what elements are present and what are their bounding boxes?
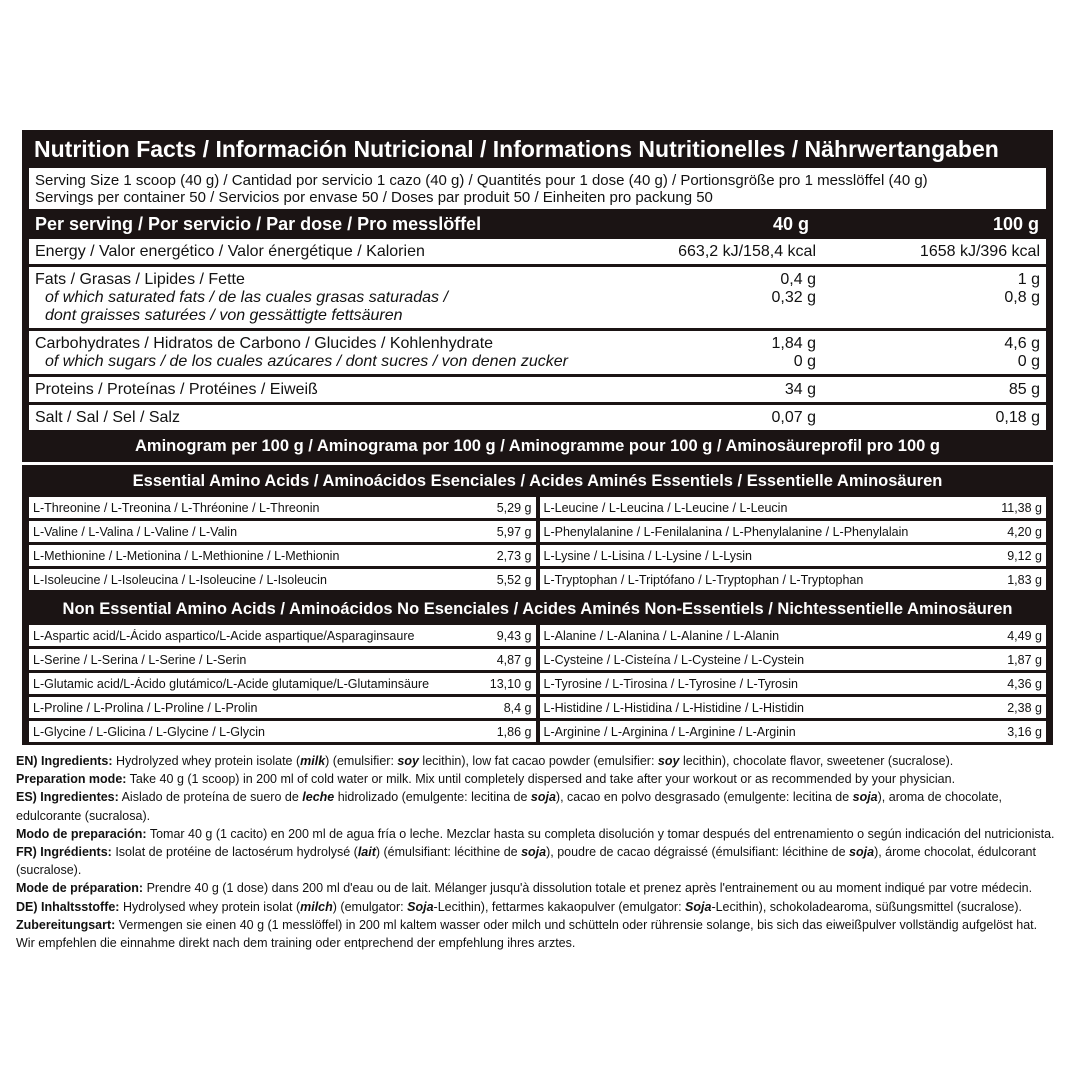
allergen: leche	[302, 790, 335, 805]
nutrient-value-40g: 1,84 g	[771, 335, 816, 352]
preparation-text: Tomar 40 g (1 cacito) en 200 ml de agua fría o leche. Mezclar hasta su completa disolución y tomar después del entrenamiento o según indicación del nutricionista.	[146, 826, 1055, 841]
nutrient-value-100g: 0,18 g	[995, 409, 1040, 426]
amino-value: 8,4 g	[503, 700, 532, 715]
amino-value: 5,97 g	[496, 524, 532, 539]
nutrient-row-salt	[29, 402, 1046, 430]
amino-cell	[540, 545, 1047, 566]
ingredients-text: hidrolizado (emulgente: lecitina de	[334, 790, 531, 805]
amino-value: 1,83 g	[1007, 572, 1042, 587]
allergen: Soja	[685, 899, 712, 914]
allergen: soy	[657, 754, 680, 768]
preparation-label: Zubereitungsart:	[16, 917, 116, 932]
nonessential-amino-title: Non Essential Amino Acids / Aminoácidos No Esenciales / Acides Aminés Non-Essentiels / Nichtessentielle Aminosäuren	[62, 600, 1013, 618]
ingredients-text: -Lecithin), schokoladearoma, süßungsmittel (sucralose).	[711, 899, 1022, 914]
nutrient-subvalue-100g: 0 g	[1017, 353, 1040, 370]
nutrient-value-100g: 1658 kJ/396 kcal	[919, 243, 1040, 260]
amino-name: L-Glycine / L-Glicina / L-Glycine / L-Glycin	[33, 724, 266, 739]
amino-name: L-Phenylalanine / L-Fenilalanina / L-Phenylalanine / L-Phenylalain	[543, 524, 909, 539]
amino-cell	[29, 569, 536, 590]
nutrient-row-proteins	[29, 374, 1046, 402]
nutrient-subvalue-100g: 0,8 g	[1004, 289, 1040, 306]
nutrition-title: Nutrition Facts / Información Nutricional / Informations Nutritionelles / Nährwertangaben	[34, 136, 999, 162]
ingredients-text: ), cacao en polvo desgrasado (emulgente: lecitina de	[555, 790, 853, 805]
serving-info	[29, 168, 1046, 209]
nutrient-value-100g: 85 g	[1008, 381, 1040, 398]
allergen: soja	[530, 790, 556, 805]
ingredients-text: ), poudre de cacao dégraissé (émulsifiant: lécithine de	[546, 845, 850, 860]
amino-name: L-Valine / L-Valina / L-Valine / L-Valin	[33, 524, 238, 539]
ingredients-text: -Lecithin), fettarmes kakaopulver (emulgator:	[433, 899, 686, 914]
ingredients-label: ES) Ingredientes:	[16, 790, 119, 805]
allergen: milk	[300, 754, 326, 768]
ingredients-text: Hydrolysed whey protein isolat (	[119, 899, 301, 914]
preparation-label: Preparation mode:	[16, 772, 127, 787]
amino-cell	[29, 497, 536, 518]
amino-value: 13,10 g	[489, 676, 532, 691]
ingredients-text: ), aroma de chocolate, edulcorante (sucralosa).	[16, 790, 1003, 823]
preparation-es	[16, 825, 1056, 843]
amino-value: 2,38 g	[1007, 700, 1042, 715]
per-serving-header	[22, 209, 1053, 239]
amino-name: L-Threonine / L-Treonina / L-Thréonine / L-Threonin	[33, 500, 320, 515]
amino-value: 4,87 g	[496, 652, 532, 667]
amino-cell	[540, 721, 1047, 742]
ingredients-text: Hydrolyzed whey protein isolate (	[112, 754, 301, 768]
amino-value: 1,86 g	[496, 724, 532, 739]
nutrient-name: Proteins / Proteínas / Protéines / Eiweiß	[35, 381, 318, 398]
amino-name: L-Leucine / L-Leucina / L-Leucine / L-Leucin	[543, 500, 788, 515]
nutrient-value-40g: 663,2 kJ/158,4 kcal	[678, 243, 816, 260]
preparation-text: Vermengen sie einen 40 g (1 messlöffel) in 200 ml kaltem wasser oder milch und schütteln oder rührensie solange, bis sich das eiweißpulver vollständig aufgelöst hat. Wir empfehlen die einnahme direkt nach dem training oder entprechend der empfehlung ihres arztes.	[16, 917, 1038, 951]
nutrient-value-40g: 34 g	[784, 381, 816, 398]
amino-value: 4,20 g	[1007, 524, 1042, 539]
amino-cell	[29, 545, 536, 566]
aminogram-title: Aminogram per 100 g / Aminograma por 100 g / Aminogramme pour 100 g / Aminosäureprofil pro 100 g	[134, 437, 940, 455]
preparation-de	[16, 916, 1056, 952]
ingredients-text: ) (émulsifiant: lécithine de	[375, 845, 522, 860]
amino-name: L-Isoleucine / L-Isoleucina / L-Isoleucine / L-Isoleucin	[33, 572, 327, 587]
ingredients-label: FR) Ingrédients:	[16, 845, 112, 860]
amino-name: L-Glutamic acid/L-Ácido glutámico/L-Acide glutamique/L-Glutaminsäure	[33, 676, 430, 691]
preparation-en	[16, 770, 1056, 788]
amino-cell	[29, 521, 536, 542]
nutrient-value-40g: 0,07 g	[771, 409, 816, 426]
essential-amino-grid	[22, 497, 1053, 590]
amino-cell	[540, 625, 1047, 646]
amino-cell	[29, 649, 536, 670]
nutrition-label	[22, 130, 1053, 745]
amino-value: 2,73 g	[496, 548, 532, 563]
nutrient-value-100g: 4,6 g	[1004, 335, 1040, 352]
allergen: soy	[397, 754, 419, 768]
amino-name: L-Tyrosine / L-Tirosina / L-Tyrosine / L-Tyrosin	[543, 676, 798, 691]
ingredients-fr	[16, 843, 1056, 879]
amino-name: L-Arginine / L-Arginina / L-Arginine / L-Arginin	[543, 724, 796, 739]
preparation-text: Prendre 40 g (1 dose) dans 200 ml d'eau ou de lait. Mélanger jusqu'à dissolution totale et prenez après l'entrainement ou au moment indiqué par votre médecin.	[143, 881, 1033, 896]
nutrient-name: Fats / Grasas / Lipides / Fette	[35, 271, 245, 288]
amino-cell	[540, 497, 1047, 518]
amino-cell	[540, 649, 1047, 670]
ingredients-text: ) (emulgator:	[332, 899, 408, 914]
amino-value: 3,16 g	[1007, 724, 1042, 739]
amino-name: L-Proline / L-Prolina / L-Proline / L-Prolin	[33, 700, 258, 715]
amino-name: L-Lysine / L-Lisina / L-Lysine / L-Lysin	[543, 548, 752, 563]
ingredients-text: ) (emulsifier:	[325, 754, 398, 768]
col-100g-header: 100 g	[992, 213, 1039, 234]
amino-value: 4,36 g	[1007, 676, 1042, 691]
ingredients-es	[16, 788, 1056, 824]
preparation-text: Take 40 g (1 scoop) in 200 ml of cold water or milk. Mix until completely dispersed and take after your workout or as recommended by your physician.	[126, 772, 956, 787]
amino-value: 5,52 g	[496, 572, 532, 587]
amino-cell	[29, 697, 536, 718]
ingredients-block	[16, 752, 1056, 952]
amino-value: 9,43 g	[496, 628, 532, 643]
amino-value: 11,38 g	[1001, 500, 1042, 515]
amino-cell	[540, 697, 1047, 718]
amino-cell	[540, 569, 1047, 590]
allergen: Soja	[407, 899, 434, 914]
preparation-label: Mode de préparation:	[16, 881, 144, 896]
nutrient-name: Energy / Valor energético / Valor énergétique / Kalorien	[35, 243, 425, 260]
amino-name: L-Tryptophan / L-Triptófano / L-Tryptophan / L-Tryptophan	[543, 572, 864, 587]
nutrient-subname: of which sugars / de los cuales azúcares / dont sucres / von denen zucker	[45, 353, 568, 370]
ingredients-label: DE) Inhaltsstoffe:	[16, 899, 120, 914]
ingredients-text: Aislado de proteína de suero de	[118, 790, 303, 805]
preparation-fr	[16, 879, 1056, 897]
allergen: soja	[521, 845, 547, 860]
nutrient-subname: of which saturated fats / de las cuales grasas saturadas /	[45, 289, 448, 306]
allergen: soja	[852, 790, 878, 805]
amino-value: 4,49 g	[1007, 628, 1042, 643]
nutrient-name: Salt / Sal / Sel / Salz	[35, 409, 180, 426]
amino-value: 1,87 g	[1007, 652, 1042, 667]
amino-cell	[29, 673, 536, 694]
amino-name: L-Alanine / L-Alanina / L-Alanine / L-Alanin	[543, 628, 780, 643]
servings-per-container: Servings per container 50 / Servicios por envase 50 / Doses par produit 50 / Einheiten pro packung 50	[35, 189, 713, 206]
serving-size: Serving Size 1 scoop (40 g) / Cantidad por servicio 1 cazo (40 g) / Quantités pour 1 dose (40 g) / Portionsgröße pro 1 messlöffel (40 g)	[35, 172, 928, 189]
nutrient-name: Carbohydrates / Hidratos de Carbono / Glucides / Kohlenhydrate	[35, 335, 494, 352]
essential-amino-title: Essential Amino Acids / Aminoácidos Esenciales / Acides Aminés Essentiels / Essentielle Aminosäuren	[22, 462, 1053, 497]
ingredients-de	[16, 898, 1056, 916]
nutrient-row-carbohydrates	[29, 328, 1046, 374]
ingredients-en	[16, 752, 1056, 770]
ingredients-text: ), árome chocolat, édulcorant (sucralose).	[16, 845, 1036, 878]
amino-cell	[540, 521, 1047, 542]
per-serving-label: Per serving / Por servicio / Par dose / Pro messlöffel	[35, 213, 482, 234]
allergen: soja	[849, 845, 875, 860]
nutrient-value-40g: 0,4 g	[780, 271, 816, 288]
allergen: milch	[300, 899, 333, 914]
amino-name: L-Methionine / L-Metionina / L-Methionine / L-Methionin	[33, 548, 340, 563]
preparation-label: Modo de preparación:	[16, 826, 147, 841]
amino-name: L-Histidine / L-Histidina / L-Histidine / L-Histidin	[543, 700, 805, 715]
amino-cell	[29, 721, 536, 742]
amino-value: 9,12 g	[1007, 548, 1042, 563]
amino-cell	[540, 673, 1047, 694]
col-40g-header: 40 g	[772, 213, 809, 234]
nutrient-row-fats	[29, 264, 1046, 328]
amino-name: L-Serine / L-Serina / L-Serine / L-Serin	[33, 652, 247, 667]
allergen: lait	[357, 845, 376, 860]
ingredients-text: lecithin), chocolate flavor, sweetener (sucralose).	[679, 754, 954, 768]
amino-name: L-Cysteine / L-Cisteína / L-Cysteine / L-Cystein	[543, 652, 805, 667]
amino-cell	[29, 625, 536, 646]
nutrient-subvalue-40g: 0,32 g	[771, 289, 816, 306]
ingredients-text: Isolat de protéine de lactosérum hydrolysé (	[111, 845, 358, 860]
nutrient-subname: dont graisses saturées / von gessättigte fettsäuren	[45, 307, 403, 324]
ingredients-text: lecithin), low fat cacao powder (emulsifier:	[418, 754, 658, 768]
nutrient-table	[29, 239, 1046, 430]
nonessential-amino-grid	[22, 625, 1053, 742]
ingredients-label: EN) Ingredients:	[16, 754, 113, 768]
nutrient-value-100g: 1 g	[1017, 271, 1040, 288]
amino-name: L-Aspartic acid/L-Ácido aspartico/L-Acide aspartique/Asparaginsaure	[33, 628, 415, 643]
nutrient-subvalue-40g: 0 g	[793, 353, 816, 370]
amino-value: 5,29 g	[496, 500, 532, 515]
nutrient-row-energy	[29, 239, 1046, 264]
